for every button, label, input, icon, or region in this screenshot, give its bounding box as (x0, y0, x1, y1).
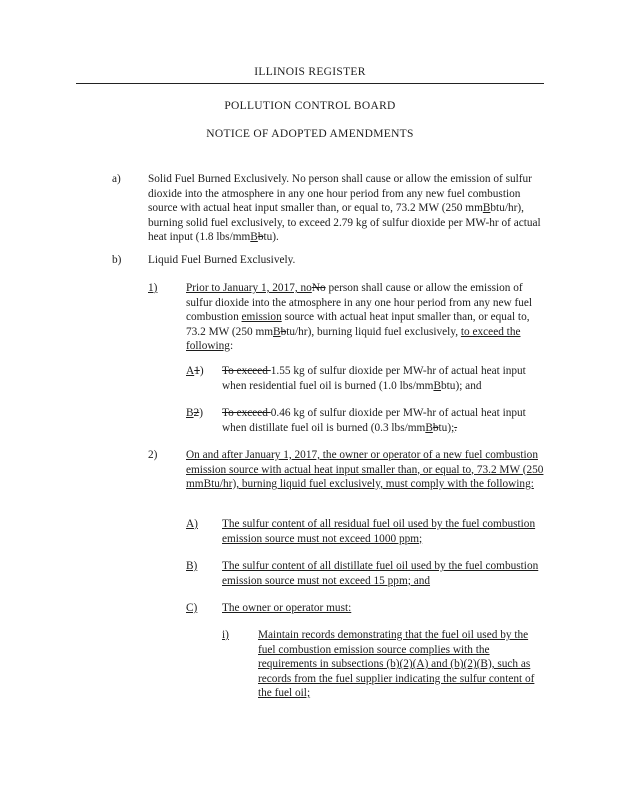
insertion: Prior to January 1, 2017, no (186, 282, 312, 294)
subsection-b2-text: On and after January 1, 2017, the owner or operator of a new fuel combustion emission source with actual heat input smaller than, or equal to, 73.2 MW (250 mmBtu/hr), burning liquid fuel exclusively, must comply with the following: (186, 449, 544, 490)
subsection-b1B-text: To exceed 0.46 kg of sulfur dioxide per MW-hr of actual heat input when distillate fuel oil is burned (0.3 lbs/mmBbtu);. (222, 407, 526, 434)
subsection-b1-text: Prior to January 1, 2017, noNo person shall cause or allow the emission of sulfur dioxide into the atmosphere in any one hour period from any new fuel combustion emission source with actual heat input smaller than, or equal to, 73.2 MW (250 mmBbtu/hr), burning liquid fuel exclusively, to exceed the following: (186, 282, 533, 352)
subsection-b1A-text: To exceed 1.55 kg of sulfur dioxide per MW-hr of actual heat input when residential fuel oil is burned (1.0 lbs/mmBbtu); and (222, 365, 526, 392)
subsection-b2-label: 2) (148, 449, 158, 461)
subsection-b2B-label: B) (186, 560, 198, 572)
subsection-b2Ci-label: i) (222, 629, 229, 641)
subsection-b2A-label: A) (186, 518, 198, 530)
insertion: emission (241, 311, 282, 323)
subsection-b2A-text: The sulfur content of all residual fuel oil used by the fuel combustion emission source must not exceed 1000 ppm; (222, 518, 536, 545)
subsection-b2C-text: The owner or operator must: (222, 602, 352, 614)
deletion: b (257, 231, 264, 243)
subsection-b1A-label: A1) (186, 365, 204, 377)
deletion: . (454, 421, 458, 434)
header-rule (76, 83, 544, 84)
insertion: B (425, 421, 433, 434)
subsection-b2B-text: The sulfur content of all distillate fuel oil used by the fuel combustion emission source must not exceed 15 ppm; and (222, 560, 539, 587)
insertion: B (482, 202, 491, 214)
deletion: No (311, 282, 326, 294)
deletion: To exceed (222, 365, 271, 377)
subsection-b1-label: 1) (148, 282, 158, 294)
subsection-b2Ci-text: Maintain records demonstrating that the fuel oil used by the fuel combustion emission source complies with the requirements in subsections (b)(2)(A) and (b)(2)(B), such as records from the fuel supplier indicating the sulfur content of the fuel oil; (258, 629, 535, 699)
insertion: B (433, 379, 442, 392)
subsection-a-text: Solid Fuel Burned Exclusively. No person shall cause or allow the emission of sulfur dioxide into the atmosphere in any one hour period from any new fuel combustion source with actual heat input smaller than, or equal to, 73.2 MW (250 mmBbtu/hr), burning solid fuel exclusively, to exceed 2.79 kg of sulfur dioxide per MW-hr of actual heat input (1.8 lbs/mmBbtu). (148, 173, 541, 243)
deletion: b (280, 325, 287, 338)
insertion: B (273, 325, 281, 338)
insertion: B (250, 231, 258, 243)
subsection-b2C-label: C) (186, 602, 198, 614)
deletion: b (432, 421, 439, 434)
subsection-b1B-label: B2) (186, 407, 203, 419)
register-title: ILLINOIS REGISTER (254, 66, 366, 78)
subsection-a-label: a) (112, 173, 121, 185)
board-name: POLLUTION CONTROL BOARD (224, 100, 396, 112)
insertion: ; (451, 421, 455, 434)
subsection-b-heading: Liquid Fuel Burned Exclusively. (148, 254, 296, 266)
insertion: to exceed the following (186, 325, 521, 352)
notice-title: NOTICE OF ADOPTED AMENDMENTS (206, 128, 414, 140)
subsection-b-label: b) (112, 254, 122, 266)
deletion: To exceed (222, 407, 271, 419)
